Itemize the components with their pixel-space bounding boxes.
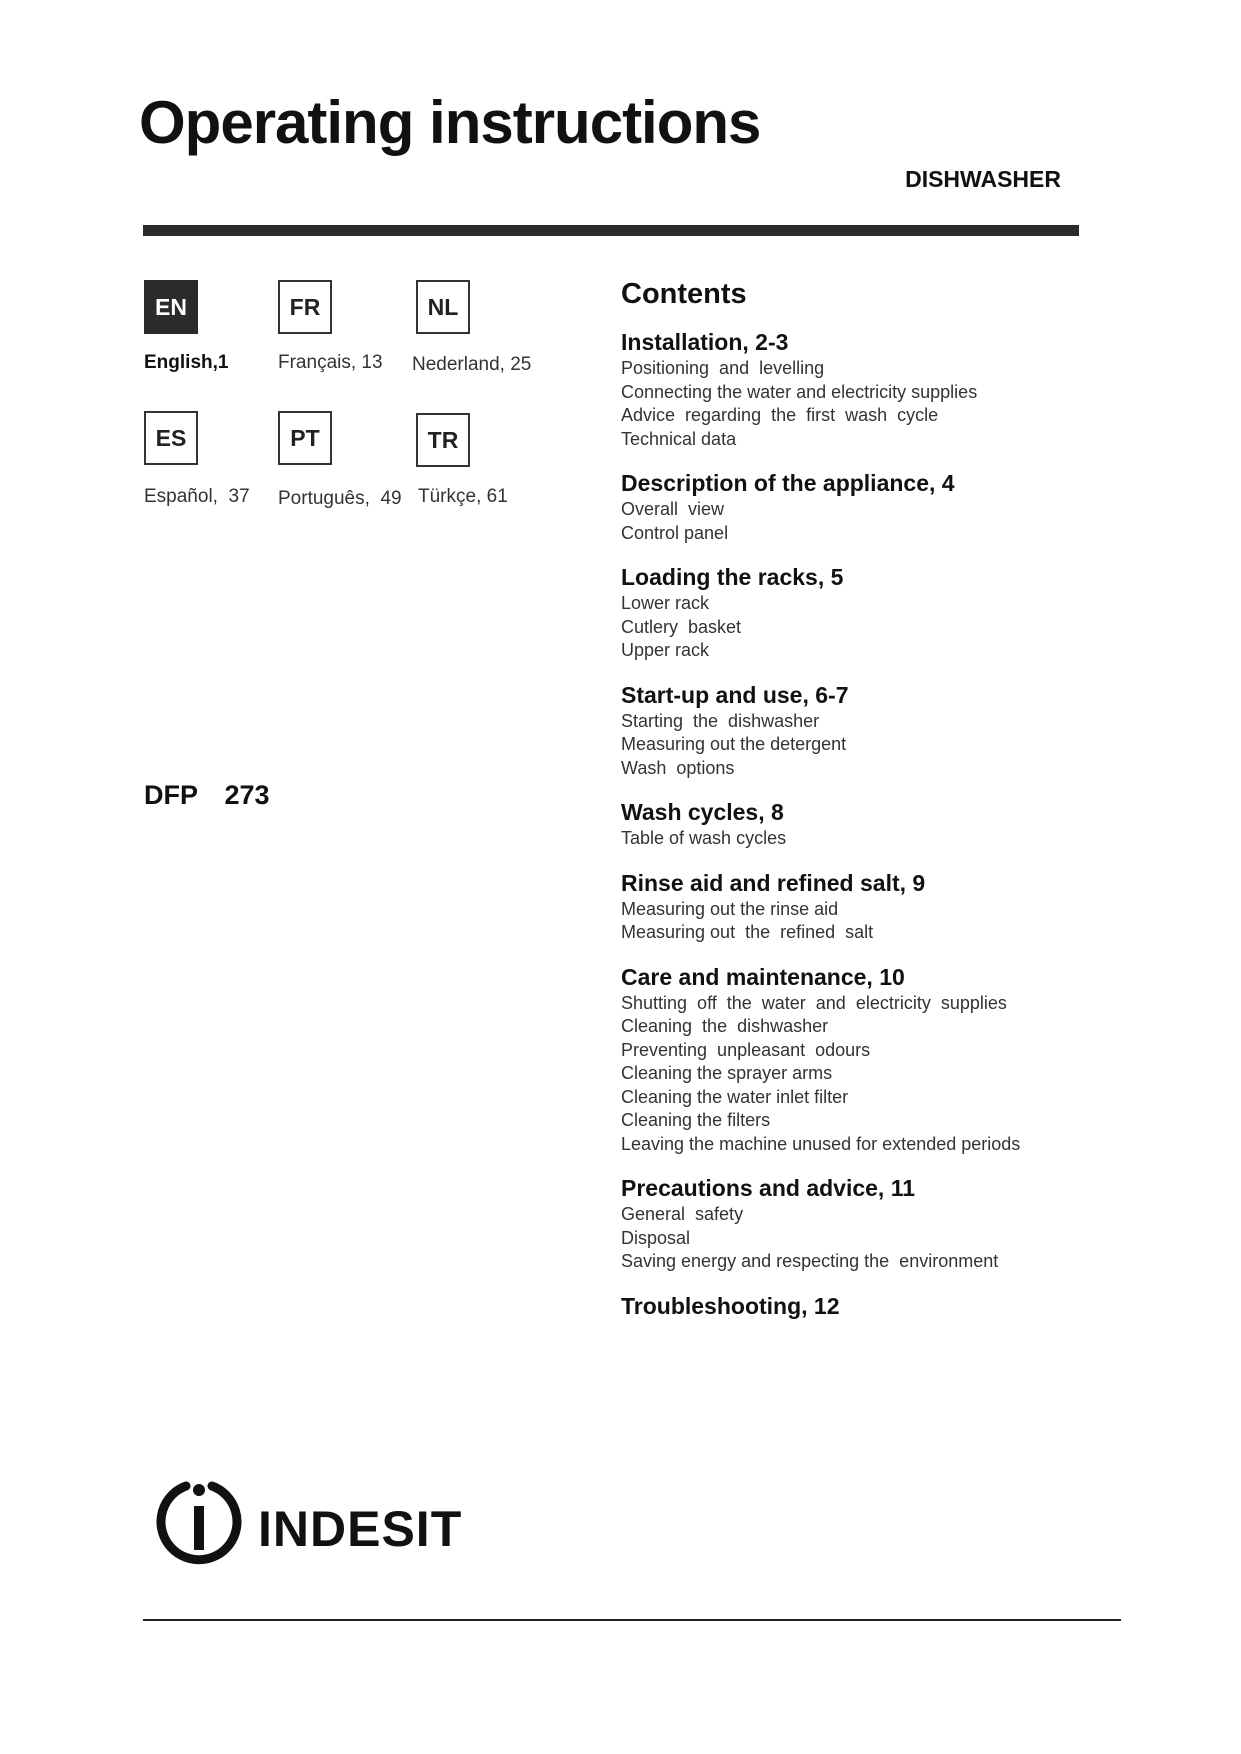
toc-section-title[interactable]: Loading the racks, 5 [621, 564, 844, 590]
toc-item[interactable]: Table of wash cycles [621, 828, 787, 848]
toc-section-title[interactable]: Installation, 2-3 [621, 329, 789, 355]
toc-item[interactable]: Cleaning the filters [621, 1110, 771, 1130]
toc-item[interactable]: Technical data [621, 428, 737, 449]
lang-box-tr[interactable]: TR [416, 413, 470, 467]
toc-section [621, 328, 1181, 451]
lang-box-fr[interactable]: FR [278, 280, 332, 334]
toc-item[interactable]: Lower rack [621, 593, 710, 613]
toc-section [621, 798, 1181, 851]
toc-item[interactable]: Upper rack [621, 640, 710, 660]
toc-section-title[interactable]: Description of the appliance, 4 [621, 470, 955, 496]
lang-box-nl[interactable]: NL [416, 280, 470, 334]
model-number: DFP 273 [144, 780, 270, 810]
lang-name-fr[interactable]: Français, 13 [278, 352, 383, 373]
lang-name-pt[interactable]: Português, 49 [278, 488, 402, 509]
toc-section [621, 469, 1181, 545]
toc-item[interactable]: Measuring out the rinse aid [621, 898, 839, 919]
lang-name-en[interactable]: English,1 [144, 352, 229, 373]
toc-item[interactable]: Disposal [621, 1227, 691, 1248]
toc-section-title[interactable]: Troubleshooting, 12 [621, 1292, 840, 1319]
toc-item[interactable]: General safety [621, 1204, 744, 1224]
page-title: Operating instructions [139, 89, 761, 156]
logo-wordmark: INDESIT [258, 1501, 463, 1557]
toc-item[interactable]: Cleaning the dishwasher [621, 1016, 829, 1036]
toc-item[interactable]: Shutting off the water and electricity supplies [621, 992, 1007, 1013]
toc-section [621, 1174, 1181, 1274]
toc-section-title[interactable]: Wash cycles, 8 [621, 799, 784, 825]
toc-item[interactable]: Saving energy and respecting the environment [621, 1251, 999, 1271]
toc-item[interactable]: Connecting the water and electricity supplies [621, 381, 978, 402]
toc-item[interactable]: Preventing unpleasant odours [621, 1039, 871, 1060]
lang-box-en[interactable]: EN [144, 280, 198, 334]
toc-section [621, 963, 1181, 1157]
lang-name-nl[interactable]: Nederland, 25 [412, 354, 532, 375]
lang-box-pt[interactable]: PT [278, 411, 332, 465]
toc-section-title[interactable]: Start-up and use, 6-7 [621, 681, 849, 708]
toc-item[interactable]: Leaving the machine unused for extended periods [621, 1133, 1021, 1154]
table-of-contents [621, 278, 1181, 1338]
toc-item[interactable]: Overall view [621, 499, 725, 519]
toc-sections [621, 328, 1181, 1320]
toc-section [621, 681, 1181, 781]
toc-section [621, 869, 1181, 945]
bottom-divider [143, 1619, 1121, 1621]
lang-box-es[interactable]: ES [144, 411, 198, 465]
toc-section-title[interactable]: Care and maintenance, 10 [621, 963, 905, 990]
toc-item[interactable]: Measuring out the refined salt [621, 922, 874, 942]
toc-item[interactable]: Positioning and levelling [621, 358, 825, 378]
toc-item[interactable]: Measuring out the detergent [621, 734, 847, 754]
indesit-logo [150, 1472, 490, 1572]
toc-section-title[interactable]: Rinse aid and refined salt, 9 [621, 869, 926, 896]
contents-heading: Contents [621, 278, 747, 310]
toc-item[interactable]: Cleaning the water inlet filter [621, 1086, 849, 1107]
lang-name-tr[interactable]: Türkçe, 61 [418, 486, 508, 507]
toc-item[interactable]: Wash options [621, 757, 735, 778]
lang-name-es[interactable]: Español, 37 [144, 486, 250, 507]
toc-item[interactable]: Advice regarding the first wash cycle [621, 405, 939, 425]
indesit-i-circle-icon [161, 1484, 237, 1560]
toc-item[interactable]: Cutlery basket [621, 616, 742, 637]
product-type: DISHWASHER [905, 166, 1061, 192]
toc-section [621, 563, 1181, 663]
top-divider [143, 225, 1079, 236]
toc-section [621, 1292, 1181, 1320]
toc-item[interactable]: Cleaning the sprayer arms [621, 1063, 833, 1083]
toc-section-title[interactable]: Precautions and advice, 11 [621, 1175, 916, 1201]
toc-item[interactable]: Control panel [621, 522, 729, 543]
toc-item[interactable]: Starting the dishwasher [621, 710, 820, 731]
